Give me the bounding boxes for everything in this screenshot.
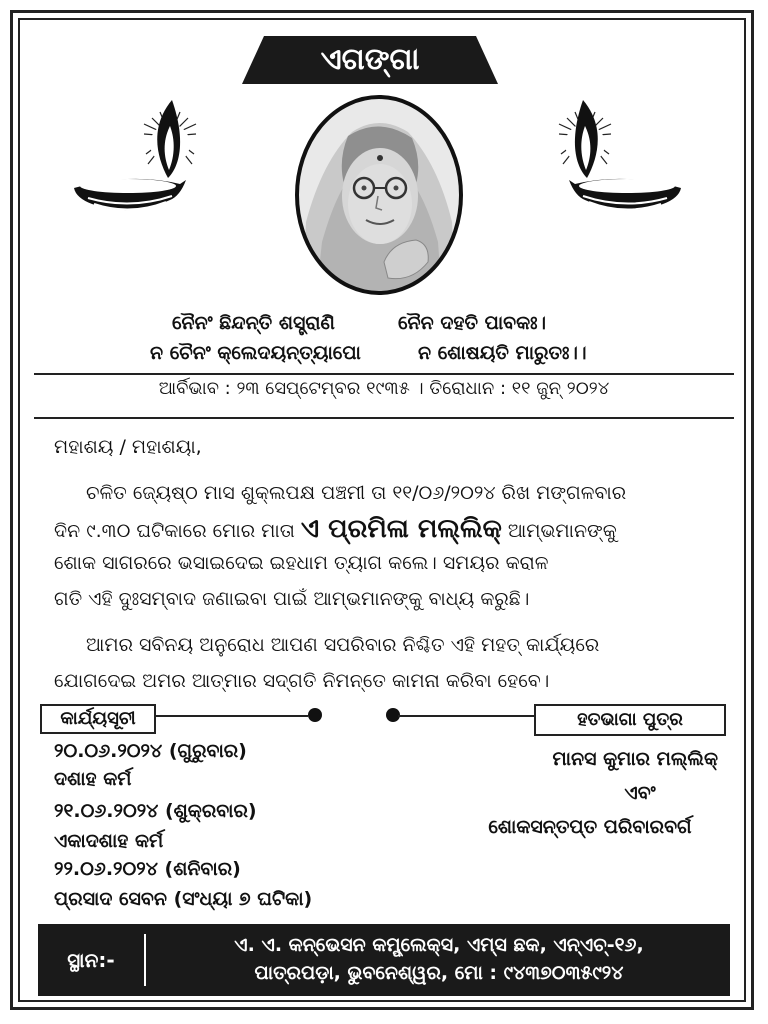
schedule-item: ୨୦.୦୬.୨୦୨୪ (ଗୁରୁବାର) xyxy=(54,740,247,762)
venue-line2: ପାତ୍ରପଡ଼ା, ଭୁବନେଶ୍ୱର, ମୋ : ୯୪୩୭୦୩୫୯୨୪ xyxy=(254,962,624,984)
title-banner xyxy=(242,36,498,84)
diya-lamp-icon xyxy=(70,96,200,236)
and-text: ଏବଂ xyxy=(624,782,656,804)
portrait-photo xyxy=(292,92,466,298)
schedule-item: ୨୨.୦୬.୨୦୨୪ (ଶନିବାର) xyxy=(54,858,241,880)
para1-line2-post: ଆମ୍ଭମାନଙ୍କୁ xyxy=(507,520,617,542)
connector-line xyxy=(156,715,308,717)
verse-line1-left: ନୈନଂ ଛିନ୍ଦନ୍ତି ଶସ୍ତ୍ରାଣି xyxy=(172,312,335,334)
connector-dot xyxy=(308,708,322,722)
para2-line1: ଆମର ସବିନୟ ଅନୁରୋଧ ଆପଣ ସପରିବାର ନିଶ୍ଚିତ ଏହି ମହତ୍ କାର୍ଯ୍ୟରେ xyxy=(86,634,600,656)
divider xyxy=(34,373,734,375)
diya-lamp-icon xyxy=(555,96,685,236)
verse-line2-right: ନ ଶୋଷୟତି ମାରୁତଃ।। xyxy=(418,342,587,364)
dates-line: ଆର୍ବିଭାବ : ୨୩ ସେପ୍ଟେମ୍ବର ୧୯୩୫ । ତିରୋଧାନ : ୧୧ ଜୁନ୍ ୨୦୨୪ xyxy=(158,378,610,399)
son-name: ମାନସ କୁମାର ମଲ୍ଲିକ୍ xyxy=(552,748,718,770)
para1-line2-pre: ଦିନ ୯.୩୦ ଘଟିକାରେ ମୋର ମାତା xyxy=(54,520,295,542)
venue-line1: ଏ. ଏ. କନ୍‌ଭେସନ କମ୍ପ୍ଲେକ୍ସ, ଏମ୍ସ ଛକ, ଏନ୍‌ଏଚ୍-୧୬, xyxy=(234,934,644,956)
para1-line2 xyxy=(54,514,617,545)
para1-line1: ଚଳିତ ଜ୍ୟେଷ୍ଠ ମାସ ଶୁକ୍ଲପକ୍ଷ ପଞ୍ଚମୀ ତା ୧୧/୦୬/୨୦୨୪ ରିଖ ମଙ୍ଗଳବାର xyxy=(86,482,627,504)
schedule-item: ପ୍ରସାଦ ସେବନ (ସଂଧ୍ୟା ୭ ଘଟିକା) xyxy=(54,888,313,910)
connector-line xyxy=(398,715,534,717)
deceased-name: ଏ ପ୍ରମିଳା ମଲ୍ଲିକ୍ xyxy=(300,514,502,544)
schedule-item: ଏକାଦଶାହ କର୍ମ xyxy=(54,830,164,852)
schedule-item: ୨୧.୦୬.୨୦୨୪ (ଶୁକ୍ରବାର) xyxy=(54,800,257,822)
para2-line2: ଯୋଗଦେଇ ଅମର ଆତ୍ମାର ସଦ୍‌ଗତି ନିମନ୍ତେ କାମନା କରିବା ହେବେ। xyxy=(54,670,550,692)
venue-label: ସ୍ଥାନ:- xyxy=(67,948,115,972)
venue-bar xyxy=(38,924,730,996)
schedule-label: କାର୍ଯ୍ୟସୂଚୀ xyxy=(40,704,156,734)
schedule-item: ଦଶାହ କର୍ମ xyxy=(54,768,132,790)
divider xyxy=(34,417,734,419)
para1-line3: ଶୋକ ସାଗରରେ ଭସାଇଦେଇ ଇହଧାମ ତ୍ୟାଗ କଲେ। ସମୟର କରାଳ xyxy=(54,552,549,574)
venue-separator xyxy=(144,934,146,986)
family-label: ହତଭାଗା ପୁତ୍ର xyxy=(534,704,726,736)
title-text: ଏଗଙ୍ଗା xyxy=(320,42,420,77)
para1-line4: ଗତି ଏହି ଦୁଃସମ୍ବାଦ ଜଣାଇବା ପାଇଁ ଆମ୍ଭମାନଙ୍କୁ ବାଧ୍ୟ କରୁଛି। xyxy=(54,588,530,610)
verse-line2-left: ନ ଚୈନଂ କ୍ଲେଦୟନ୍ତ୍ୟାପୋ xyxy=(150,342,361,364)
family-members: ଶୋକସନ୍ତପ୍ତ ପରିବାରବର୍ଗ xyxy=(488,816,692,838)
salutation: ମହାଶୟ / ମହାଶୟା, xyxy=(54,436,202,458)
verse-line1-right: ନୈନ ଦହତି ପାବକଃ। xyxy=(398,312,547,334)
